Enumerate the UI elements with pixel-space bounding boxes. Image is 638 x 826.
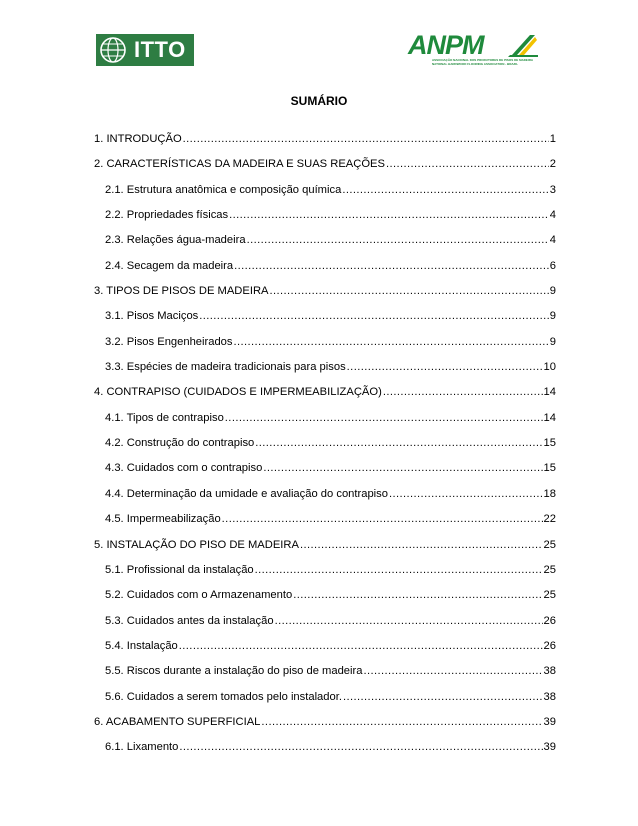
toc-entry[interactable] <box>94 412 556 437</box>
toc-entry[interactable] <box>94 741 556 766</box>
toc-dot-leader <box>255 437 542 449</box>
toc-entry[interactable] <box>94 209 556 234</box>
toc-entry[interactable] <box>94 184 556 209</box>
toc-entry[interactable] <box>94 285 556 310</box>
toc-entry-label: 5.3. Cuidados antes da instalação <box>105 614 274 627</box>
toc-dot-leader <box>363 665 542 677</box>
anpm-logo-text: ANPM <box>408 30 484 60</box>
toc-entry-page-number: 15 <box>543 437 556 450</box>
toc-entry-page-number: 6 <box>549 259 556 272</box>
toc-entry-page-number: 38 <box>543 690 556 703</box>
toc-entry-page-number: 38 <box>543 665 556 678</box>
anpm-subtitle-line-1: ASSOCIAÇÃO NACIONAL DOS PRODUTORES DE PISOS DE MADEIRA <box>432 58 534 62</box>
toc-entry-page-number: 14 <box>543 386 556 399</box>
toc-dot-leader <box>261 716 542 728</box>
toc-entry-page-number: 25 <box>543 538 556 551</box>
toc-entry-label: 2.4. Secagem da madeira <box>105 259 234 272</box>
toc-dot-leader <box>270 285 549 297</box>
toc-entry-label: 3.1. Pisos Maciços <box>105 310 199 323</box>
toc-entry-page-number: 14 <box>543 411 556 424</box>
toc-entry-page-number: 18 <box>543 487 556 500</box>
itto-logo-text: ITTO <box>134 37 186 62</box>
toc-dot-leader <box>247 234 549 246</box>
toc-dot-leader <box>183 133 549 145</box>
toc-entry-label: 4.4. Determinação da umidade e avaliação do contrapiso <box>105 487 388 500</box>
toc-entry-page-number: 15 <box>543 462 556 475</box>
toc-dot-leader <box>342 184 548 196</box>
toc-entry[interactable] <box>94 437 556 462</box>
toc-entry-label: 2.2. Propriedades físicas <box>105 209 229 222</box>
toc-entry-label: 2.1. Estrutura anatômica e composição química <box>105 183 342 196</box>
toc-dot-leader <box>229 209 549 221</box>
toc-entry-page-number: 39 <box>543 741 556 754</box>
toc-entry-label: 3.3. Espécies de madeira tradicionais para pisos <box>105 361 346 374</box>
toc-entry[interactable] <box>94 310 556 335</box>
toc-entry-label: 5.2. Cuidados com o Armazenamento <box>105 589 293 602</box>
toc-entry[interactable] <box>94 640 556 665</box>
toc-entry-page-number: 4 <box>549 209 556 222</box>
toc-entry-label: 1. INTRODUÇÃO <box>94 133 182 145</box>
toc-dot-leader <box>255 564 543 576</box>
toc-entry-page-number: 10 <box>543 361 556 374</box>
toc-entry-label: 4.1. Tipos de contrapiso <box>105 411 224 424</box>
anpm-logo <box>408 30 538 70</box>
toc-entry-page-number: 9 <box>549 285 556 298</box>
toc-dot-leader <box>225 412 543 424</box>
table-of-contents <box>94 133 556 767</box>
toc-entry-label: 5.6. Cuidados a serem tomados pelo instalador. <box>105 690 342 703</box>
toc-dot-leader <box>386 158 549 170</box>
toc-entry-label: 6. ACABAMENTO SUPERFICIAL <box>94 715 261 728</box>
toc-entry[interactable] <box>94 716 556 741</box>
toc-entry[interactable] <box>94 386 556 411</box>
toc-entry-page-number: 9 <box>549 335 556 348</box>
toc-dot-leader <box>222 513 543 525</box>
toc-entry[interactable] <box>94 513 556 538</box>
toc-entry-page-number: 1 <box>549 133 556 145</box>
itto-logo <box>96 34 194 66</box>
toc-entry-label: 4.5. Impermeabilização <box>105 513 221 526</box>
toc-entry[interactable] <box>94 336 556 361</box>
toc-entry-page-number: 25 <box>543 563 556 576</box>
toc-entry-label: 6.1. Lixamento <box>105 741 179 754</box>
toc-entry[interactable] <box>94 589 556 614</box>
toc-entry[interactable] <box>94 488 556 513</box>
toc-dot-leader <box>199 310 549 322</box>
toc-entry-label: 3.2. Pisos Engenheirados <box>105 335 233 348</box>
toc-entry-page-number: 26 <box>543 614 556 627</box>
anpm-subtitle-line-2: NATIONAL HARDWOOD FLOORING ASSOCIATION - BRAZIL <box>432 62 519 66</box>
toc-entry-label: 2.3. Relações água-madeira <box>105 234 246 247</box>
toc-entry-page-number: 22 <box>543 513 556 526</box>
toc-entry-label: 2. CARACTERÍSTICAS DA MADEIRA E SUAS REAÇÕES <box>94 158 385 171</box>
toc-entry[interactable] <box>94 361 556 386</box>
toc-entry[interactable] <box>94 564 556 589</box>
toc-dot-leader <box>179 741 542 753</box>
toc-entry-page-number: 26 <box>543 639 556 652</box>
toc-entry-label: 5.4. Instalação <box>105 639 178 652</box>
toc-entry-page-number: 9 <box>549 310 556 323</box>
toc-entry[interactable] <box>94 615 556 640</box>
toc-entry-page-number: 25 <box>543 589 556 602</box>
toc-entry-label: 4. CONTRAPISO (CUIDADOS E IMPERMEABILIZAÇÃO) <box>94 386 382 399</box>
toc-dot-leader <box>293 589 542 601</box>
toc-entry[interactable] <box>94 158 556 183</box>
toc-entry[interactable] <box>94 133 556 158</box>
toc-entry[interactable] <box>94 260 556 285</box>
toc-entry-label: 4.3. Cuidados com o contrapiso <box>105 462 263 475</box>
toc-entry-page-number: 39 <box>543 715 556 728</box>
toc-entry-label: 3. TIPOS DE PISOS DE MADEIRA <box>94 285 269 298</box>
page-title: SUMÁRIO <box>290 94 348 108</box>
toc-entry[interactable] <box>94 539 556 564</box>
toc-entry-label: 5.5. Riscos durante a instalação do piso de madeira <box>105 665 363 678</box>
toc-dot-leader <box>275 615 543 627</box>
toc-dot-leader <box>343 691 543 703</box>
toc-dot-leader <box>300 539 543 551</box>
anpm-stripes-icon <box>508 33 538 57</box>
toc-dot-leader <box>389 488 543 500</box>
toc-entry-page-number: 2 <box>549 158 556 171</box>
toc-dot-leader <box>263 462 542 474</box>
toc-entry[interactable] <box>94 691 556 716</box>
toc-entry[interactable] <box>94 462 556 487</box>
toc-dot-leader <box>234 260 549 272</box>
toc-entry-label: 5.1. Profissional da instalação <box>105 563 254 576</box>
toc-entry-page-number: 3 <box>549 183 556 196</box>
toc-entry[interactable] <box>94 665 556 690</box>
toc-dot-leader <box>383 386 543 398</box>
toc-entry-label: 4.2. Construção do contrapiso <box>105 437 255 450</box>
globe-icon <box>98 35 128 65</box>
toc-dot-leader <box>179 640 543 652</box>
toc-dot-leader <box>347 361 543 373</box>
toc-dot-leader <box>234 336 549 348</box>
toc-entry-page-number: 4 <box>549 234 556 247</box>
toc-entry-label: 5. INSTALAÇÃO DO PISO DE MADEIRA <box>94 538 299 551</box>
toc-entry[interactable] <box>94 234 556 259</box>
